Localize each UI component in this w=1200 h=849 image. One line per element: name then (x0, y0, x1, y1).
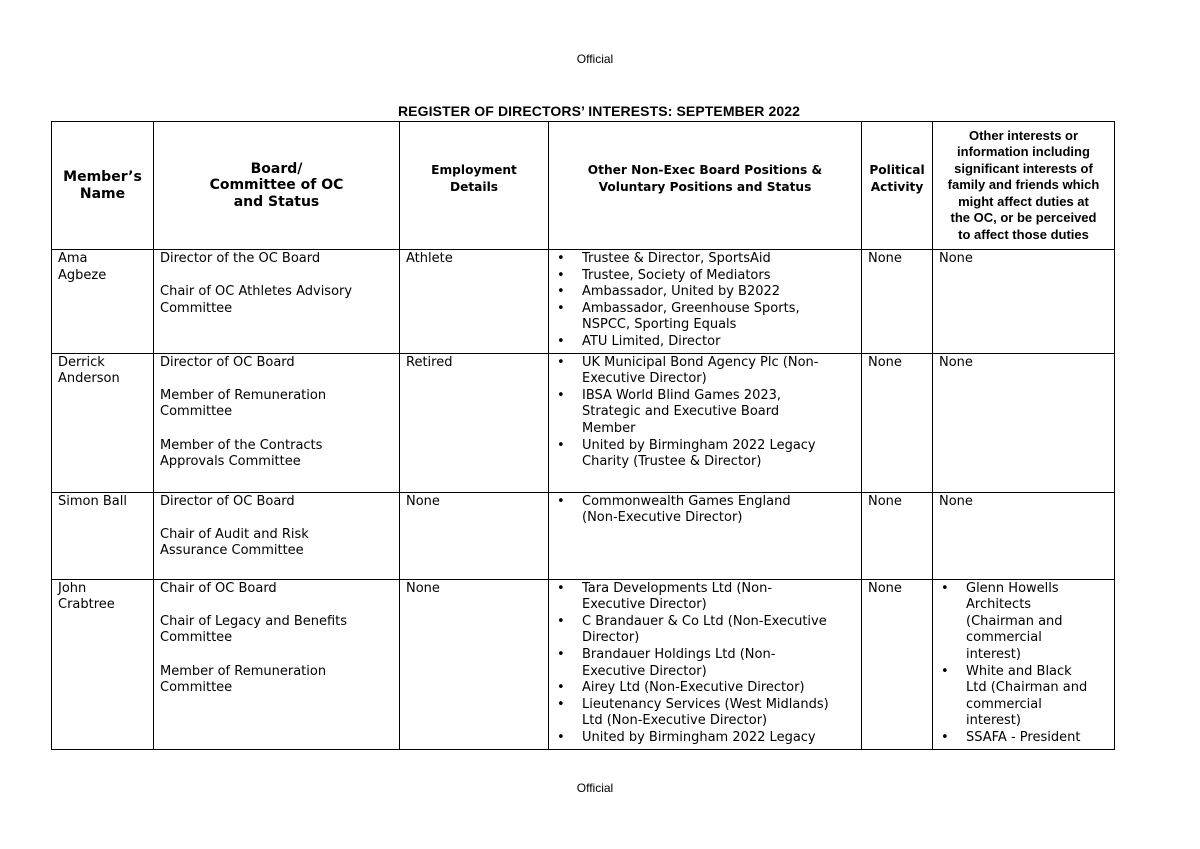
board-role: Chair of Legacy and Benefits Committee (160, 613, 348, 646)
document-title: REGISTER OF DIRECTORS’ INTERESTS: SEPTEMBER 2022 (397, 103, 801, 119)
board-role: Chair of OC Board (160, 580, 277, 596)
cell-political: None (862, 353, 933, 492)
column-header-other-positions: Other Non-Exec Board Positions & Voluntary Positions and Status (549, 122, 862, 250)
list-item: • United by Birmingham 2022 Legacy (555, 730, 855, 747)
list-item: • Airey Ltd (Non-Executive Director) (555, 680, 855, 697)
directors-interests-table (51, 121, 1115, 750)
column-header-other-interests: Other interests or information including significant interests of family and friends which might affect duties at the OC, or be perceived to affect those duties (933, 122, 1115, 250)
board-role: Chair of OC Athletes Advisory Committee (160, 284, 353, 316)
list-item: • ATU Limited, Director (555, 334, 855, 351)
list-item: • Brandauer Holdings Ltd (Non- Executive Director) (555, 647, 855, 680)
cell-employment: Retired (400, 353, 549, 492)
cell-member-name: Simon Ball (52, 492, 154, 579)
cell-member-name: John Crabtree (52, 579, 154, 749)
cell-member-name: Derrick Anderson (52, 353, 154, 492)
cell-board (154, 579, 400, 749)
cell-board (154, 353, 400, 492)
cell-employment: None (400, 492, 549, 579)
header-official-label: Official (576, 52, 614, 66)
cell-board (154, 492, 400, 579)
list-item: • Trustee & Director, SportsAid (555, 251, 855, 268)
cell-political: None (862, 250, 933, 354)
list-item: • Trustee, Society of Mediators (555, 268, 855, 285)
cell-other-interests: None (933, 492, 1115, 579)
cell-political: None (862, 579, 933, 749)
positions-list (555, 251, 855, 351)
list-item: • Commonwealth Games England (Non-Executive Director) (555, 494, 855, 527)
list-item: • Ambassador, Greenhouse Sports, NSPCC, Sporting Equals (555, 301, 855, 334)
footer-official-label: Official (576, 781, 614, 795)
cell-other-interests (933, 579, 1115, 749)
list-item: • IBSA World Blind Games 2023, Strategic and Executive Board Member (555, 388, 855, 438)
positions-list (555, 355, 855, 471)
list-item: • Ambassador, United by B2022 (555, 284, 855, 301)
interests-list (939, 581, 1108, 747)
board-role: Chair of Audit and Risk Assurance Committee (160, 526, 309, 559)
cell-other-positions (549, 492, 862, 579)
board-role: Member of the Contracts Approvals Committee (160, 437, 323, 470)
list-item: • Tara Developments Ltd (Non- Executive Director) (555, 581, 855, 614)
cell-board (154, 250, 400, 354)
column-header-name: Member’s Name (52, 122, 154, 250)
table-header-row (52, 122, 1115, 250)
cell-employment: Athlete (400, 250, 549, 354)
list-item: • UK Municipal Bond Agency Plc (Non- Executive Director) (555, 355, 855, 388)
table-row (52, 353, 1115, 492)
table-row (52, 250, 1115, 354)
board-role: Director of the OC Board (160, 251, 321, 266)
column-header-political: Political Activity (862, 122, 933, 250)
board-role: Director of OC Board (160, 493, 295, 509)
positions-list (555, 581, 855, 747)
cell-other-positions (549, 579, 862, 749)
cell-member-name: Ama Agbeze (52, 250, 154, 354)
board-role: Member of Remuneration Committee (160, 387, 327, 420)
list-item: • Glenn Howells Architects (Chairman and commercial interest) (939, 581, 1108, 664)
list-item: • SSAFA - President (939, 730, 1108, 747)
cell-other-positions (549, 250, 862, 354)
board-role: Director of OC Board (160, 354, 295, 370)
cell-other-interests: None (933, 353, 1115, 492)
list-item: • United by Birmingham 2022 Legacy Charity (Trustee & Director) (555, 438, 855, 471)
table-row (52, 492, 1115, 579)
list-item: • White and Black Ltd (Chairman and commercial interest) (939, 664, 1108, 730)
list-item: • C Brandauer & Co Ltd (Non-Executive Director) (555, 614, 855, 647)
positions-list (555, 494, 855, 527)
cell-other-positions (549, 353, 862, 492)
cell-employment: None (400, 579, 549, 749)
cell-political: None (862, 492, 933, 579)
cell-other-interests: None (933, 250, 1115, 354)
board-role: Member of Remuneration Committee (160, 663, 327, 696)
column-header-board: Board/ Committee of OC and Status (154, 122, 400, 250)
table-row (52, 579, 1115, 749)
list-item: • Lieutenancy Services (West Midlands) Ltd (Non-Executive Director) (555, 697, 855, 730)
column-header-employment: Employment Details (400, 122, 549, 250)
